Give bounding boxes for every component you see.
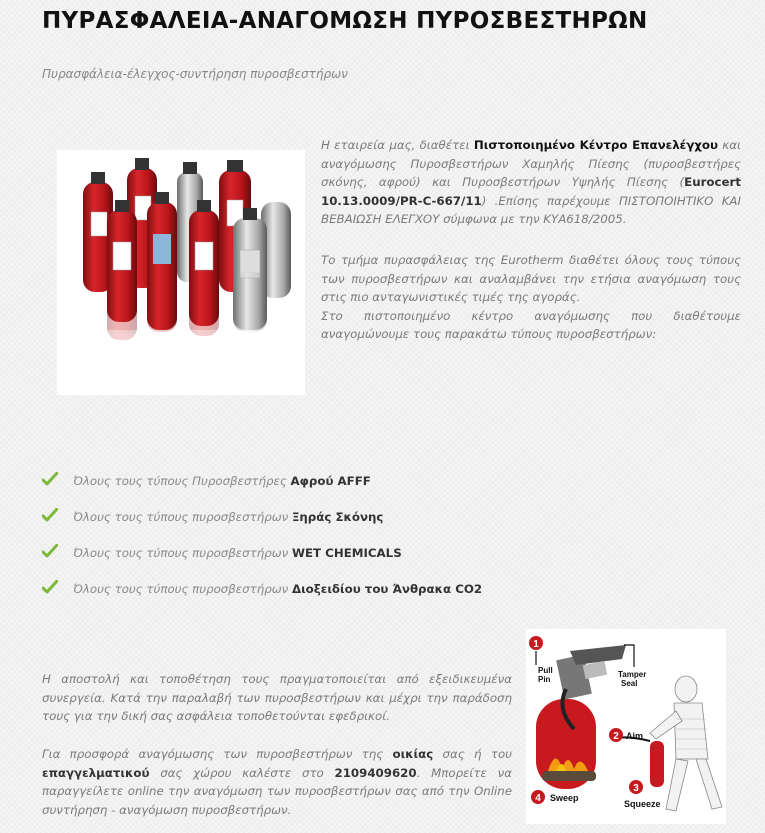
- svg-text:2: 2: [613, 731, 619, 742]
- page-subtitle: Πυρασφάλεια-έλεγχος-συντήρηση πυροσβεστήρων: [42, 67, 348, 81]
- step-aim: [609, 728, 643, 742]
- step-pull: [529, 636, 553, 684]
- check-icon: [42, 472, 58, 486]
- extinguishers-photo: [57, 150, 305, 395]
- svg-text:Pin: Pin: [538, 675, 551, 684]
- svg-text:Sweep: Sweep: [550, 793, 579, 803]
- list-item: Όλους τους τύπους πυροσβεστήρων Ξηράς Σκόνης: [42, 506, 482, 542]
- list-item: Όλους τους τύπους Πυροσβεστήρες Αφρού AFFF: [42, 470, 482, 506]
- list-item: Όλους τους τύπους πυροσβεστήρων WET CHEMICALS: [42, 542, 482, 578]
- pass-diagram: [526, 629, 726, 824]
- seal-label: Seal: [621, 679, 638, 688]
- svg-text:Aim: Aim: [626, 731, 644, 741]
- list-item: Όλους τους τύπους πυροσβεστήρων Διοξειδίου του Άνθρακα CO2: [42, 578, 482, 614]
- svg-text:Squeeze: Squeeze: [624, 799, 661, 809]
- delivery-paragraph: Η αποστολή και τοποθέτηση τους πραγματοποιείται από εξειδικευμένα συνεργεία. Κατά την παραλαβή των πυροσβεστήρων και μέχρι την παράδοση τους για την δική σας ασφάλεια τοποθετούνται εφεδρικοί.: [42, 672, 512, 723]
- svg-text:Pull: Pull: [538, 666, 553, 675]
- tamper-label: Tamper: [618, 670, 647, 679]
- certified-center-text: Πιστοποιημένο Κέντρο Επανελέγχου: [473, 138, 718, 152]
- offer-paragraph: Για προσφορά αναγόμωσης των πυροσβεστήρων της οικίας σας ή του επαγγελματικού σας χώρου καλέστε στο 2109409620. Μπορείτε να παραγγείλετε online την αναγόμωση των πυροσβεστήρων σας από την Online συντήρηση - αναγόμωση πυροσβεστήρων.: [42, 747, 512, 817]
- svg-text:4: 4: [535, 793, 541, 804]
- check-icon: [42, 544, 58, 558]
- business-text: επαγγελματικού: [42, 765, 150, 780]
- check-icon: [42, 508, 58, 522]
- step-sweep: [531, 790, 579, 804]
- extinguisher-types-list: [42, 470, 482, 614]
- home-text: οικίας: [392, 747, 434, 761]
- svg-text:3: 3: [633, 783, 639, 794]
- intro-paragraph-1: Η εταιρεία μας, διαθέτει Πιστοποιημένο Κέντρο Επανελέγχου και αναγόμωσης Πυροσβεστήρων Χαμηλής Πίεσης (πυροσβεστήρες σκόνης, αφρού) και Πυροσβεστήρων Υψηλής Πίεσης (Eurocert 10.13.0009/PR-C-667/11) .Επίσης παρέχουμε ΠΙΣΤΟΠΟΙΗΤΙΚΟ ΚΑΙ ΒΕΒΑΙΩΣΗ ΕΛΕΓΧΟΥ σύμφωνα με την ΚΥΑ618/2005.: [321, 138, 741, 226]
- pass-illustration: [526, 629, 726, 824]
- svg-text:1: 1: [533, 639, 539, 650]
- intro-paragraph-2: Το τμήμα πυρασφάλειας της Eurotherm διαθέτει όλους τους τύπους των πυροσβεστήρων και αναλαμβάνει την ετήσια αναγόμωση τους στις πιο ανταγωνιστικές τιμές της αγοράς. Στο πιστοποιημένο κέντρο αναγόμωσης που διαθέτουμε αναγομώνουμε τους παρακάτω τύπους πυροσβεστήρων:: [321, 253, 741, 341]
- check-icon: [42, 580, 58, 594]
- phone-number: 2109409620: [334, 765, 417, 780]
- extinguishers-illustration: [57, 150, 305, 395]
- eurocert-code: Eurocert 10.13.0009/PR-C-667/11: [321, 175, 741, 208]
- page-title: ΠΥΡΑΣΦΑΛΕΙΑ-ΑΝΑΓΟΜΩΣΗ ΠΥΡΟΣΒΕΣΤΗΡΩΝ: [42, 8, 648, 34]
